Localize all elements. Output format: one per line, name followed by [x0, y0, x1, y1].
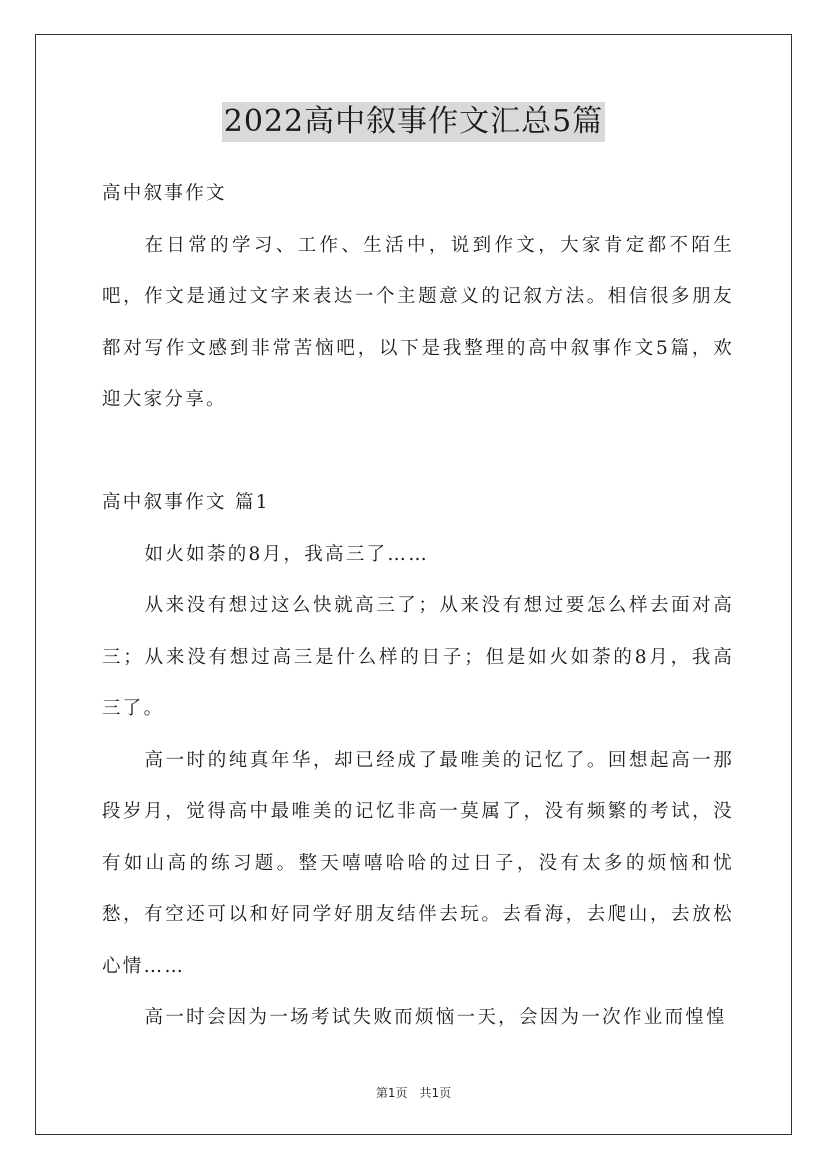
paragraph: 高一时会因为一场考试失败而烦恼一天，会因为一次作业而惶惶 [144, 1007, 727, 1028]
paragraph: 如火如荼的8月，我高三了…… [144, 543, 430, 565]
paragraph: 高一时的纯真年华，却已经成了最唯美的记忆了。回想起高一那段岁月，觉得高中最唯美的记忆非高一莫属了，没有频繁的考试，没有如山高的练习题。整天嘻嘻哈哈的过日子，没有太多的烦恼和忧愁，有空还可以和好同学好朋友结伴去玩。去看海，去爬山，去放松心情…… [102, 749, 734, 977]
document-title [0, 102, 827, 146]
page-footer [0, 1084, 827, 1101]
document-title-text: 2022高中叙事作文汇总5篇 [222, 102, 605, 142]
page-number: 第1页 [375, 1086, 408, 1100]
section-heading: 高中叙事作文 [102, 183, 227, 204]
document-body [102, 168, 734, 1044]
section-heading: 高中叙事作文 篇1 [102, 492, 270, 513]
paragraph: 从来没有想过这么快就高三了；从来没有想过要怎么样去面对高三；从来没有想过高三是什么样的日子；但是如火如荼的8月，我高三了。 [102, 595, 734, 719]
paragraph: 在日常的学习、工作、生活中，说到作文，大家肯定都不陌生吧，作文是通过文字来表达一个主题意义的记叙方法。相信很多朋友都对写作文感到非常苦恼吧，以下是我整理的高中叙事作文5篇，欢迎大家分享。 [102, 234, 734, 410]
page-total: 共1页 [419, 1086, 452, 1100]
